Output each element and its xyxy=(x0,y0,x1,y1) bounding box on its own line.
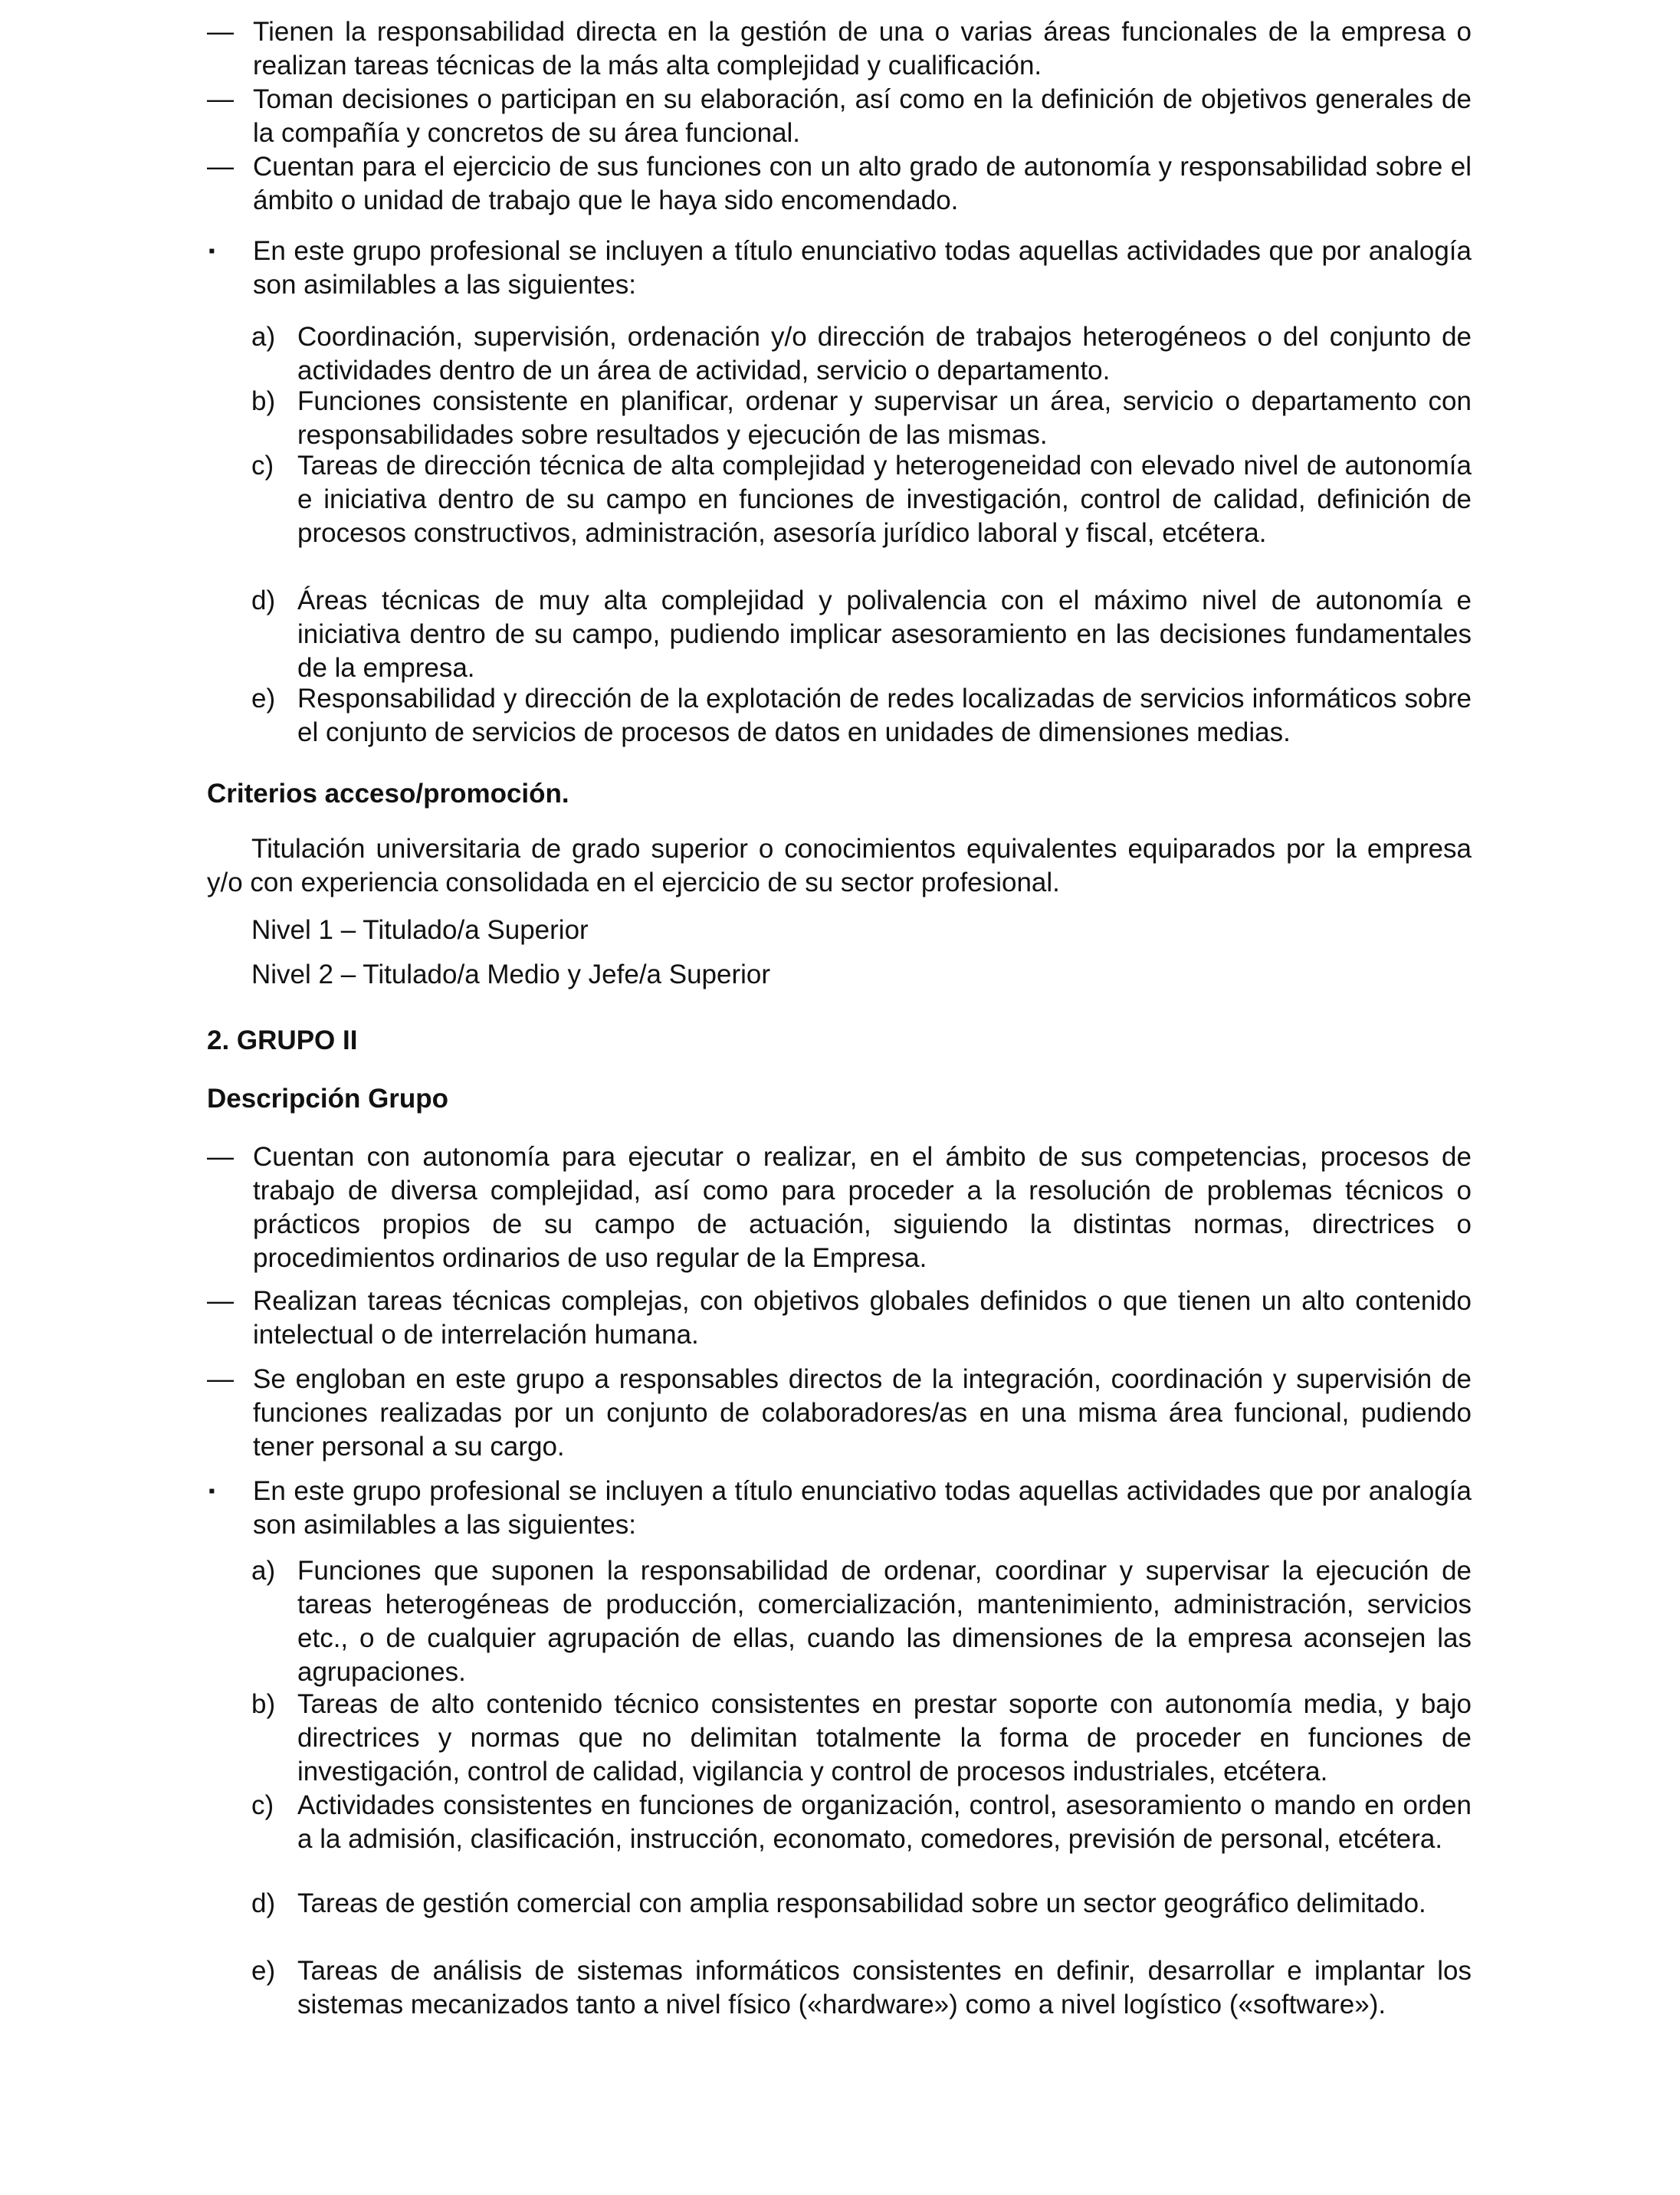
list-item xyxy=(251,1789,1472,1856)
dash-marker: — xyxy=(207,1286,234,1316)
list-item xyxy=(251,1954,1472,2022)
list-item-text: Coordinación, supervisión, ordenación y/o dirección de trabajos heterogéneos o del conjunto de actividades dentro de un área de actividad, servicio o departamento. xyxy=(297,322,1472,386)
bullet-item-text: En este grupo profesional se incluyen a título enunciativo todas aquellas actividades que por analogía son asimilables a las siguientes: xyxy=(253,1476,1472,1540)
list-item xyxy=(251,682,1472,750)
list-item xyxy=(251,1688,1472,1789)
section-heading: 2. GRUPO II xyxy=(207,1025,358,1055)
list-item xyxy=(251,584,1472,685)
list-item-letter: c) xyxy=(251,451,274,481)
list-item-letter: d) xyxy=(251,586,276,615)
list-item-letter: d) xyxy=(251,1888,276,1918)
dash-item xyxy=(207,150,1472,218)
list-item-letter: b) xyxy=(251,1689,276,1719)
dash-marker: — xyxy=(207,84,234,114)
list-item xyxy=(251,449,1472,550)
square-bullet-icon: ▪ xyxy=(208,241,215,261)
criteria-paragraph: Titulación universitaria de grado superior o conocimientos equivalentes equiparados por la empresa y/o con experiencia consolidada en el ejercicio de su sector profesional. xyxy=(207,834,1472,897)
dash-item-text: Cuentan para el ejercicio de sus funciones con un alto grado de autonomía y responsabilidad sobre el ámbito o unidad de trabajo que le haya sido encomendado. xyxy=(253,152,1472,215)
bullet-item-text: En este grupo profesional se incluyen a título enunciativo todas aquellas actividades que por analogía son asimilables a las siguientes: xyxy=(253,236,1472,300)
list-item-text: Responsabilidad y dirección de la explotación de redes localizadas de servicios informáticos sobre el conjunto de servicios de procesos de datos en unidades de dimensiones medias. xyxy=(297,684,1472,747)
list-item xyxy=(251,385,1472,452)
list-item-text: Tareas de gestión comercial con amplia responsabilidad sobre un sector geográfico delimitado. xyxy=(297,1888,1426,1918)
list-item xyxy=(251,1554,1472,1689)
list-item-text: Áreas técnicas de muy alta complejidad y polivalencia con el máximo nivel de autonomía e iniciativa dentro de su campo, pudiendo implicar asesoramiento en las decisiones fundamentales de la empresa. xyxy=(297,586,1472,683)
list-item-text: Funciones consistente en planificar, ordenar y supervisar un área, servicio o departamento con responsabilidades sobre resultados y ejecución de las mismas. xyxy=(297,386,1472,450)
dash-marker: — xyxy=(207,1364,234,1394)
list-item xyxy=(251,1887,1472,1921)
square-bullet-icon: ▪ xyxy=(208,1481,215,1501)
dash-item-text: Toman decisiones o participan en su elaboración, así como en la definición de objetivos generales de la compañía y concretos de su área funcional. xyxy=(253,84,1472,148)
list-item xyxy=(251,320,1472,388)
list-item-letter: a) xyxy=(251,322,276,352)
list-item-letter: e) xyxy=(251,684,276,714)
list-item-letter: a) xyxy=(251,1556,276,1586)
dash-item xyxy=(207,15,1472,83)
dash-item xyxy=(207,1140,1472,1275)
dash-item-text: Realizan tareas técnicas complejas, con objetivos globales definidos o que tienen un alto contenido intelectual o de interrelación humana. xyxy=(253,1286,1472,1350)
dash-marker: — xyxy=(207,1142,234,1172)
dash-item-text: Tienen la responsabilidad directa en la gestión de una o varias áreas funcionales de la empresa o realizan tareas técnicas de la más alta complejidad y cualificación. xyxy=(253,17,1472,80)
list-item-text: Funciones que suponen la responsabilidad de ordenar, coordinar y supervisar la ejecución de tareas heterogéneas de producción, comercialización, mantenimiento, administración, servicios etc., o de cualquier agrupación de ellas, cuando las dimensiones de la empresa aconsejen las agrupaciones. xyxy=(297,1556,1472,1687)
section-subheading: Descripción Grupo xyxy=(207,1084,449,1114)
dash-item xyxy=(207,1363,1472,1464)
list-item-text: Actividades consistentes en funciones de organización, control, asesoramiento o mando en orden a la admisión, clasificación, instrucción, economato, comedores, previsión de personal, etcétera. xyxy=(297,1790,1472,1854)
list-item-letter: e) xyxy=(251,1956,276,1986)
dash-marker: — xyxy=(207,17,234,47)
level-2-line: Nivel 2 – Titulado/a Medio y Jefe/a Superior xyxy=(251,960,771,989)
bullet-item xyxy=(207,235,1472,302)
dash-item xyxy=(207,83,1472,150)
dash-marker: — xyxy=(207,152,234,182)
criteria-heading: Criterios acceso/promoción. xyxy=(207,779,569,809)
dash-item-text: Se engloban en este grupo a responsables directos de la integración, coordinación y supervisión de funciones realizadas por un conjunto de colaboradores/as en una misma área funcional, pudiendo tener personal a su cargo. xyxy=(253,1364,1472,1462)
level-1-line: Nivel 1 – Titulado/a Superior xyxy=(251,915,589,945)
list-item-text: Tareas de análisis de sistemas informáticos consistentes en definir, desarrollar e implantar los sistemas mecanizados tanto a nivel físico («hardware») como a nivel logístico («software»). xyxy=(297,1956,1472,2019)
list-item-letter: b) xyxy=(251,386,276,416)
list-item-letter: c) xyxy=(251,1790,274,1820)
dash-item-text: Cuentan con autonomía para ejecutar o realizar, en el ámbito de sus competencias, procesos de trabajo de diversa complejidad, así como para proceder a la resolución de problemas técnicos o prácticos propios de su campo de actuación, siguiendo la distintas normas, directrices o procedimientos ordinarios de uso regular de la Empresa. xyxy=(253,1142,1472,1273)
bullet-item xyxy=(207,1475,1472,1542)
list-item-text: Tareas de dirección técnica de alta complejidad y heterogeneidad con elevado nivel de autonomía e iniciativa dentro de su campo en funciones de investigación, control de calidad, definición de procesos constructivos, administración, asesoría jurídico laboral y fiscal, etcétera. xyxy=(297,451,1472,548)
dash-item xyxy=(207,1285,1472,1352)
list-item-text: Tareas de alto contenido técnico consistentes en prestar soporte con autonomía media, y bajo directrices y normas que no delimitan totalmente la forma de proceder en funciones de investigación, control de calidad, vigilancia y control de procesos industriales, etcétera. xyxy=(297,1689,1472,1787)
